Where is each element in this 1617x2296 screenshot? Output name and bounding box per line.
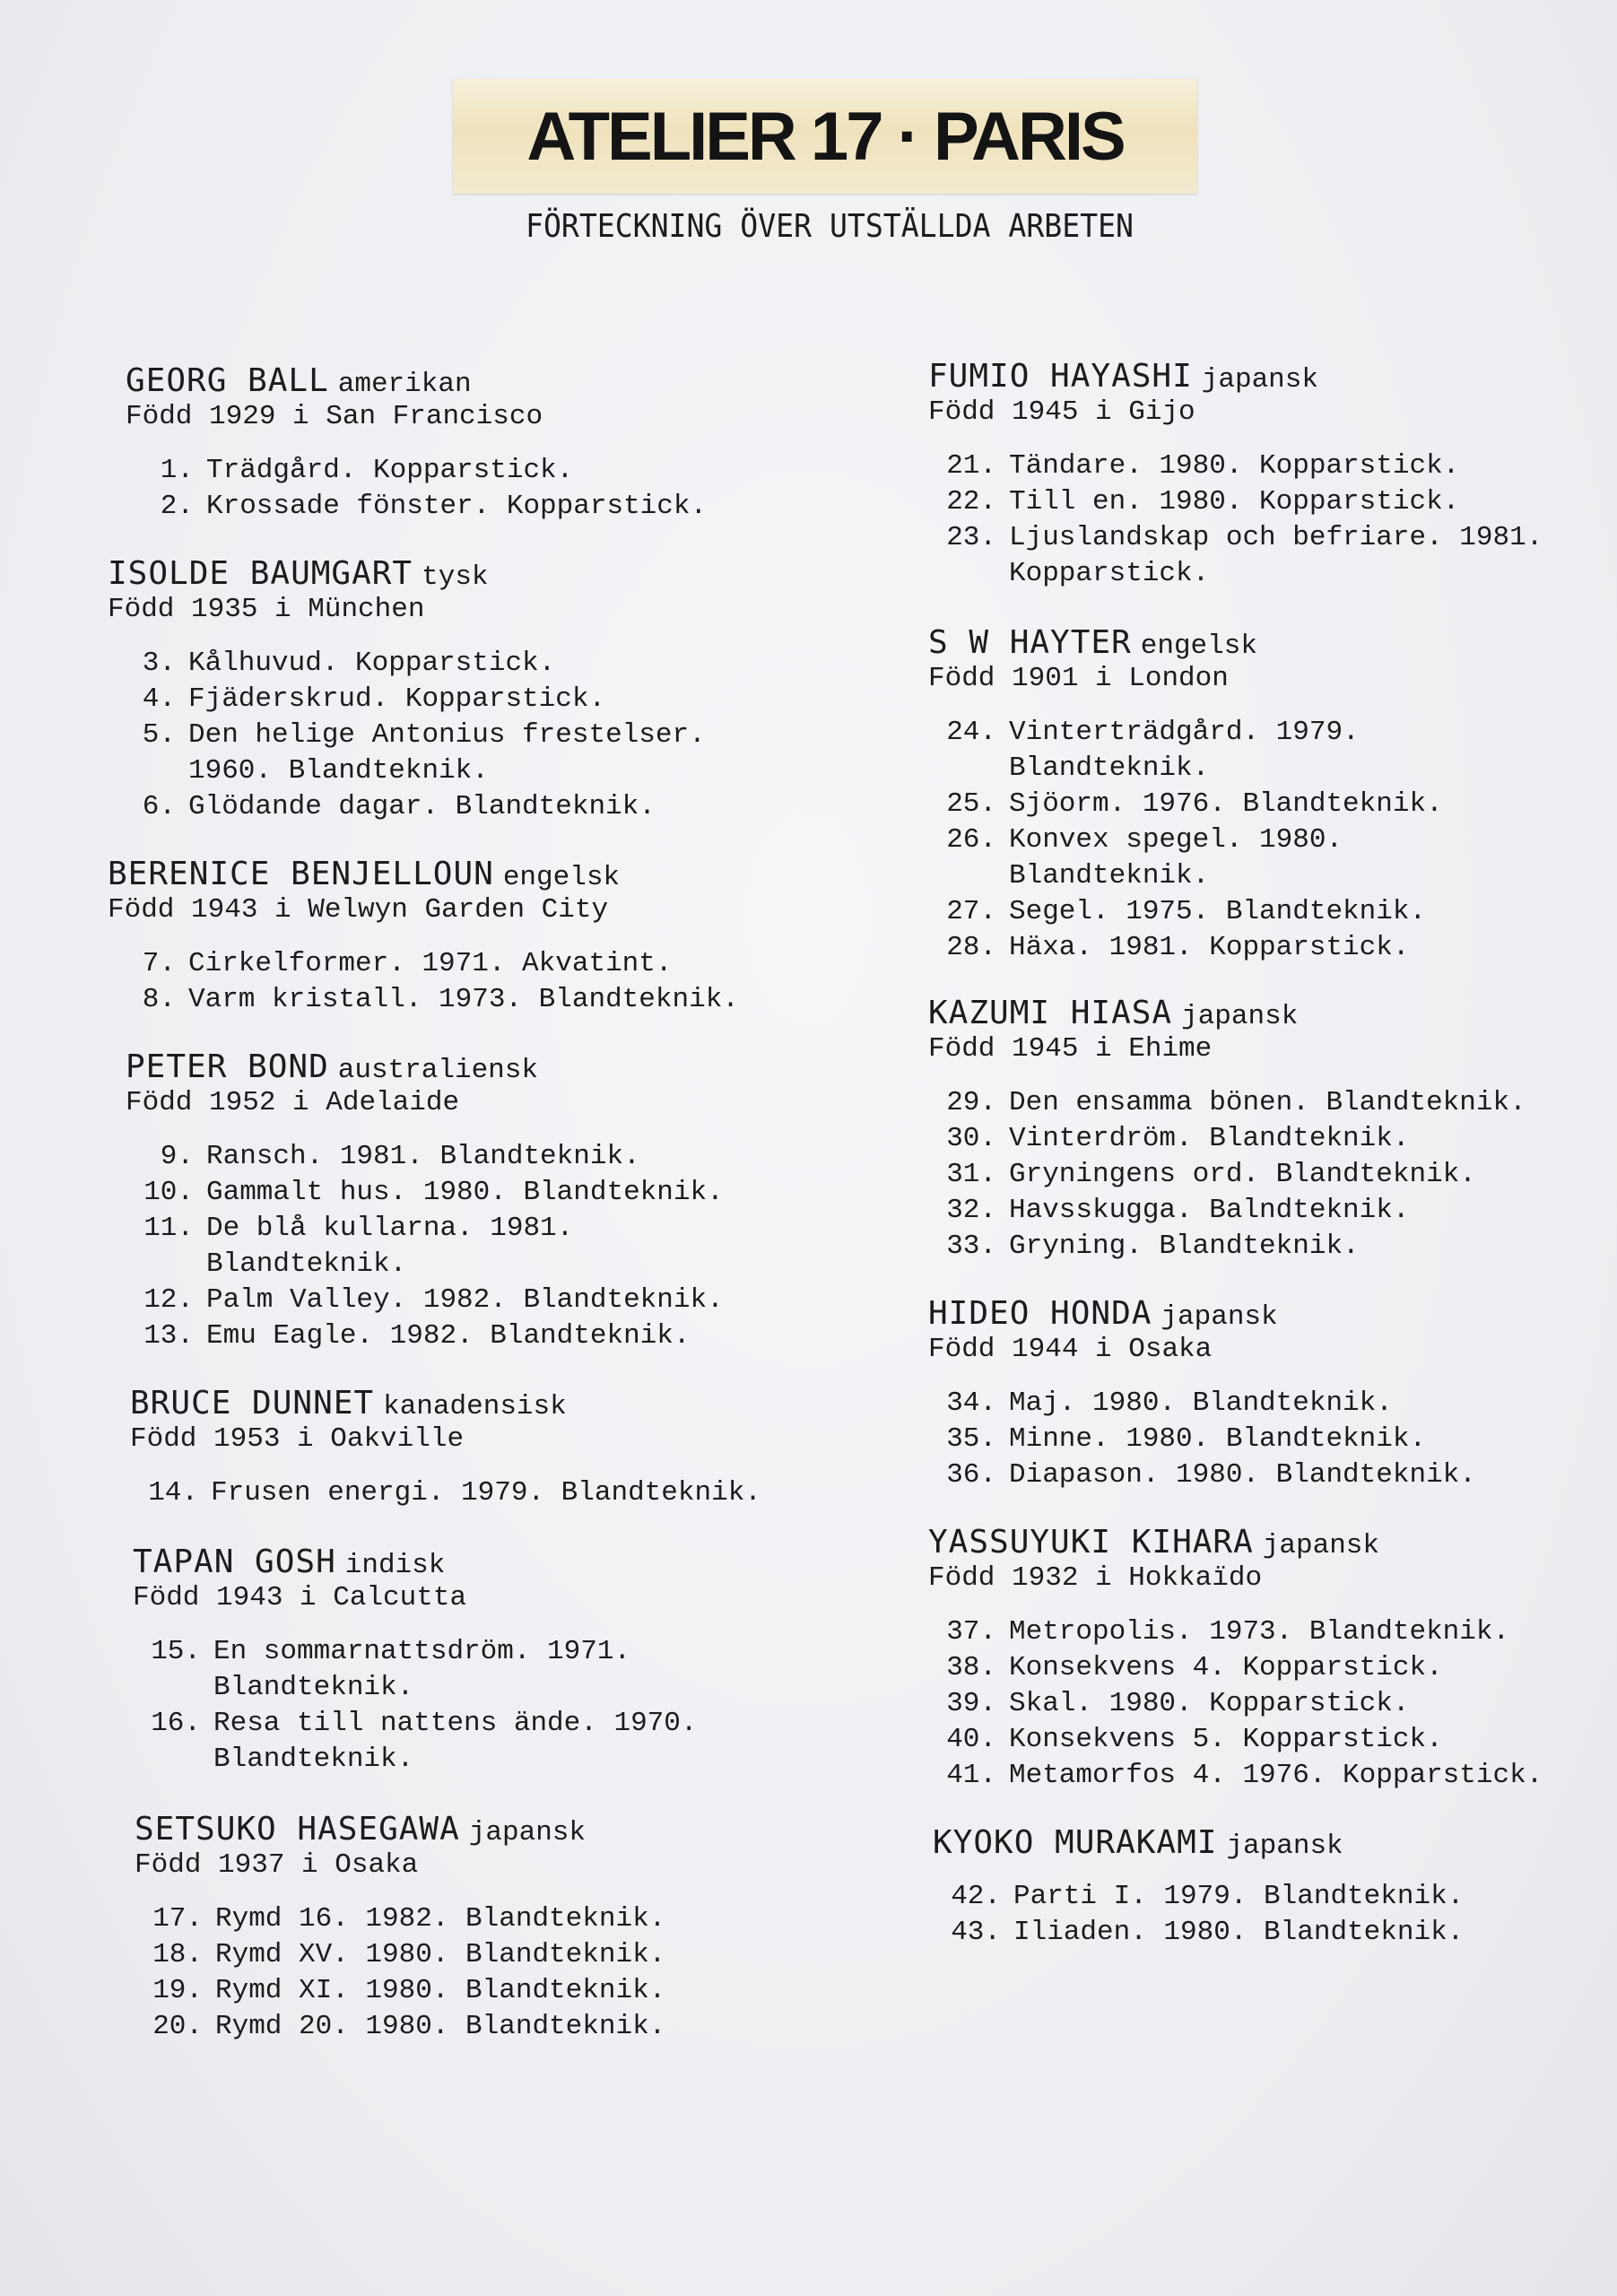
work-item	[126, 1318, 724, 1354]
work-item	[928, 1422, 1476, 1457]
work-title: Metropolis. 1973. Blandteknik.	[1009, 1616, 1510, 1648]
work-number: 17.	[152, 1903, 203, 1935]
work-title: Kålhuvud. Kopparstick.	[188, 648, 556, 679]
work-number: 3.	[142, 648, 176, 679]
work-title: Varm kristall. 1973. Blandteknik.	[188, 984, 739, 1015]
work-number: 15.	[151, 1636, 201, 1667]
works-list	[108, 646, 706, 825]
artist-entry	[126, 1049, 724, 1354]
artist-born: Född 1929 i San Francisco	[126, 401, 543, 432]
work-title: De blå kullarna. 1981. Blandteknik.	[206, 1213, 574, 1280]
work-item	[108, 718, 706, 789]
artist-name: PETER BOND	[126, 1048, 329, 1085]
work-title: Till en. 1980. Kopparstick.	[1009, 486, 1460, 517]
artist-nationality: japansk	[1262, 1530, 1380, 1561]
artist-heading	[135, 1812, 665, 1848]
work-number: 41.	[946, 1760, 996, 1791]
works-list	[130, 1475, 761, 1511]
artist-nationality: japansk	[1161, 1301, 1278, 1333]
artist-name: KYOKO MURAKAMI	[933, 1824, 1218, 1861]
artist-born: Född 1953 i Oakville	[130, 1423, 465, 1455]
works-list	[928, 1614, 1543, 1794]
page-title: ATELIER 17 · PARIS	[526, 98, 1124, 175]
work-title: Frusen energi. 1979. Blandteknik.	[211, 1477, 761, 1509]
work-title: Fjäderskrud. Kopparstick.	[188, 683, 606, 715]
work-number: 14.	[148, 1477, 198, 1509]
artist-name: SETSUKO HASEGAWA	[135, 1811, 460, 1848]
artist-heading	[108, 556, 706, 592]
work-title: Havsskugga. Balndteknik.	[1009, 1195, 1410, 1226]
work-number: 12.	[143, 1284, 194, 1316]
work-item	[928, 1193, 1526, 1229]
work-title: Ransch. 1981. Blandteknik.	[206, 1141, 640, 1172]
artist-born: Född 1943 i Welwyn Garden City	[108, 894, 609, 926]
work-item	[108, 946, 739, 982]
artist-born: Född 1935 i München	[108, 594, 425, 625]
artist-born: Född 1945 i Ehime	[928, 1033, 1213, 1065]
artist-name: BRUCE DUNNET	[130, 1385, 375, 1422]
work-number: 31.	[946, 1159, 996, 1190]
artist-entry	[108, 556, 706, 825]
work-title: Krossade fönster. Kopparstick.	[206, 491, 708, 522]
work-number: 5.	[142, 719, 176, 751]
work-title: Parti I. 1979. Blandteknik.	[1013, 1881, 1465, 1912]
work-number: 20.	[152, 2011, 203, 2042]
works-list	[133, 1634, 698, 1778]
artist-name: BERENICE BENJELLOUN	[108, 856, 494, 892]
work-number: 34.	[946, 1387, 996, 1419]
work-item	[933, 1879, 1464, 1915]
work-item	[928, 1758, 1543, 1794]
work-title: Den ensamma bönen. Blandteknik.	[1009, 1087, 1526, 1118]
work-item	[135, 1937, 665, 1973]
work-title: Gryning. Blandteknik.	[1009, 1231, 1360, 1262]
work-number: 36.	[946, 1459, 996, 1491]
artist-nationality: japansk	[1201, 364, 1318, 396]
work-number: 38.	[946, 1652, 996, 1683]
work-item	[133, 1706, 698, 1778]
work-number: 39.	[946, 1688, 996, 1719]
work-title: Minne. 1980. Blandteknik.	[1009, 1423, 1427, 1455]
work-item	[108, 982, 739, 1018]
work-title: Konsekvens 4. Kopparstick.	[1009, 1652, 1443, 1683]
artist-heading	[928, 996, 1526, 1031]
artist-name: GEORG BALL	[126, 362, 329, 399]
work-item	[126, 1211, 724, 1283]
work-title: Sjöorm. 1976. Blandteknik.	[1009, 788, 1443, 820]
work-item	[928, 1121, 1526, 1157]
work-number: 10.	[143, 1177, 194, 1208]
work-title: Glödande dagar. Blandteknik.	[188, 791, 656, 822]
artist-nationality: indisk	[344, 1550, 446, 1581]
work-item	[928, 1457, 1476, 1493]
artist-entry	[933, 1825, 1464, 1951]
work-number: 6.	[142, 791, 176, 822]
work-number: 22.	[946, 486, 996, 517]
work-number: 8.	[142, 984, 176, 1015]
work-item	[108, 789, 706, 825]
works-list	[928, 1386, 1476, 1493]
artist-name: TAPAN GOSH	[133, 1544, 336, 1580]
work-item	[126, 489, 707, 525]
artist-entry	[928, 1525, 1543, 1794]
work-item	[928, 484, 1543, 520]
artist-heading	[933, 1825, 1464, 1861]
artist-heading	[928, 1525, 1543, 1561]
artist-born: Född 1901 i London	[928, 663, 1229, 694]
work-item	[928, 1722, 1543, 1758]
work-title: Trädgård. Kopparstick.	[206, 455, 574, 486]
works-list	[928, 715, 1443, 966]
work-item	[135, 1973, 665, 2009]
artist-nationality: australiensk	[337, 1055, 538, 1086]
work-title: Segel. 1975. Blandteknik.	[1009, 896, 1427, 927]
work-number: 24.	[946, 717, 996, 748]
work-number: 7.	[142, 948, 176, 979]
work-title: Resa till nattens ände. 1970. Blandteknik.	[213, 1708, 698, 1775]
page-subtitle: FÖRTECKNING ÖVER UTSTÄLLDA ARBETEN	[526, 208, 1134, 245]
work-number: 32.	[946, 1195, 996, 1226]
artist-heading	[133, 1544, 698, 1580]
work-number: 37.	[946, 1616, 996, 1648]
work-item	[135, 2009, 665, 2045]
title-label	[453, 79, 1197, 194]
artist-entry	[928, 625, 1443, 966]
work-number: 9.	[160, 1141, 194, 1172]
work-item	[928, 715, 1443, 787]
artist-name: YASSUYUKI KIHARA	[928, 1524, 1254, 1561]
work-number: 27.	[946, 896, 996, 927]
work-number: 1.	[160, 455, 194, 486]
work-item	[933, 1915, 1464, 1951]
work-number: 40.	[946, 1724, 996, 1755]
work-number: 33.	[946, 1231, 996, 1262]
works-list	[108, 946, 739, 1018]
work-item	[928, 894, 1443, 930]
works-list	[126, 1139, 724, 1354]
artist-entry	[135, 1812, 665, 2045]
work-number: 43.	[951, 1917, 1001, 1948]
work-title: En sommarnattsdröm. 1971. Blandteknik.	[213, 1636, 631, 1703]
work-title: Skal. 1980. Kopparstick.	[1009, 1688, 1410, 1719]
artist-heading	[108, 857, 739, 892]
work-item	[928, 1085, 1526, 1121]
work-title: Häxa. 1981. Kopparstick.	[1009, 932, 1410, 963]
artist-born: Född 1943 i Calcutta	[133, 1582, 467, 1613]
work-number: 28.	[946, 932, 996, 963]
work-item	[928, 930, 1443, 966]
works-list	[928, 1085, 1526, 1265]
work-item	[928, 1386, 1476, 1422]
artist-name: ISOLDE BAUMGART	[108, 555, 413, 592]
work-item	[928, 1614, 1543, 1650]
work-item	[928, 1229, 1526, 1265]
work-item	[928, 1650, 1543, 1686]
works-list	[928, 448, 1543, 592]
work-item	[108, 646, 706, 682]
work-title: Rymd XV. 1980. Blandteknik.	[215, 1939, 666, 1970]
work-item	[928, 1157, 1526, 1193]
work-item	[928, 822, 1443, 894]
artist-born: Född 1952 i Adelaide	[126, 1087, 460, 1118]
artist-heading	[130, 1386, 761, 1422]
artist-name: FUMIO HAYASHI	[928, 358, 1193, 395]
artist-entry	[126, 363, 707, 525]
work-item	[135, 1901, 665, 1937]
work-title: Palm Valley. 1982. Blandteknik.	[206, 1284, 724, 1316]
artist-entry	[928, 996, 1526, 1265]
work-item	[928, 520, 1543, 592]
work-number: 30.	[946, 1123, 996, 1154]
work-number: 18.	[152, 1939, 203, 1970]
work-item	[133, 1634, 698, 1706]
work-item	[130, 1475, 761, 1511]
work-title: Emu Eagle. 1982. Blandteknik.	[206, 1320, 691, 1352]
work-item	[928, 1686, 1543, 1722]
artist-nationality: japansk	[468, 1817, 587, 1848]
artist-entry	[130, 1386, 761, 1511]
work-number: 29.	[946, 1087, 996, 1118]
works-list	[933, 1879, 1464, 1951]
artist-heading	[928, 1296, 1476, 1332]
work-title: Cirkelformer. 1971. Akvatint.	[188, 948, 673, 979]
work-item	[928, 787, 1443, 822]
artist-entry	[928, 1296, 1476, 1493]
work-title: Rymd 16. 1982. Blandteknik.	[215, 1903, 666, 1935]
work-item	[126, 1283, 724, 1318]
work-number: 42.	[951, 1881, 1001, 1912]
work-title: Konvex spegel. 1980. Blandteknik.	[1009, 824, 1343, 891]
work-number: 25.	[946, 788, 996, 820]
work-title: Vinterträdgård. 1979. Blandteknik.	[1009, 717, 1360, 784]
work-title: Rymd 20. 1980. Blandteknik.	[215, 2011, 666, 2042]
work-number: 13.	[143, 1320, 194, 1352]
work-title: Gryningens ord. Blandteknik.	[1009, 1159, 1476, 1190]
artist-nationality: japansk	[1181, 1001, 1299, 1032]
artist-nationality: engelsk	[502, 862, 621, 893]
work-title: Rymd XI. 1980. Blandteknik.	[215, 1975, 666, 2006]
work-number: 4.	[142, 683, 176, 715]
work-number: 23.	[946, 522, 996, 553]
artist-entry	[928, 359, 1543, 592]
work-title: Tändare. 1980. Kopparstick.	[1009, 450, 1460, 482]
work-number: 21.	[946, 450, 996, 482]
artist-entry	[133, 1544, 698, 1778]
artist-born: Född 1944 i Osaka	[928, 1334, 1213, 1365]
artist-nationality: amerikan	[337, 369, 472, 400]
work-item	[126, 1139, 724, 1175]
artist-nationality: japansk	[1226, 1831, 1343, 1862]
work-number: 2.	[160, 491, 194, 522]
artist-nationality: tysk	[422, 561, 489, 593]
work-title: Maj. 1980. Blandteknik.	[1009, 1387, 1393, 1419]
work-number: 19.	[152, 1975, 203, 2006]
works-list	[135, 1901, 665, 2045]
artist-nationality: kanadensisk	[383, 1391, 567, 1422]
work-title: Diapason. 1980. Blandteknik.	[1009, 1459, 1476, 1491]
work-title: Gammalt hus. 1980. Blandteknik.	[206, 1177, 724, 1208]
work-title: Metamorfos 4. 1976. Kopparstick.	[1009, 1760, 1543, 1791]
work-title: Den helige Antonius frestelser. 1960. Blandteknik.	[188, 719, 706, 787]
work-number: 35.	[946, 1423, 996, 1455]
work-title: Iliaden. 1980. Blandteknik.	[1013, 1917, 1465, 1948]
work-number: 26.	[946, 824, 996, 856]
work-number: 11.	[143, 1213, 194, 1244]
work-item	[928, 448, 1543, 484]
artist-born: Född 1932 i Hokkaïdo	[928, 1562, 1263, 1594]
work-number: 16.	[151, 1708, 201, 1739]
works-list	[126, 453, 707, 525]
artist-name: HIDEO HONDA	[928, 1295, 1152, 1332]
work-title: Vinterdröm. Blandteknik.	[1009, 1123, 1410, 1154]
artist-heading	[126, 1049, 724, 1085]
work-item	[126, 453, 707, 489]
artist-name: S W HAYTER	[928, 624, 1132, 661]
artist-name: KAZUMI HIASA	[928, 995, 1173, 1031]
artist-born: Född 1937 i Osaka	[135, 1849, 419, 1881]
artist-entry	[108, 857, 739, 1018]
work-title: Ljuslandskap och befriare. 1981. Kopparstick.	[1009, 522, 1543, 589]
artist-born: Född 1945 i Gijo	[928, 396, 1195, 428]
artist-heading	[928, 625, 1443, 661]
work-item	[108, 682, 706, 718]
artist-heading	[928, 359, 1543, 395]
artist-heading	[126, 363, 707, 399]
work-title: Konsekvens 5. Kopparstick.	[1009, 1724, 1443, 1755]
work-item	[126, 1175, 724, 1211]
artist-nationality: engelsk	[1140, 631, 1257, 662]
